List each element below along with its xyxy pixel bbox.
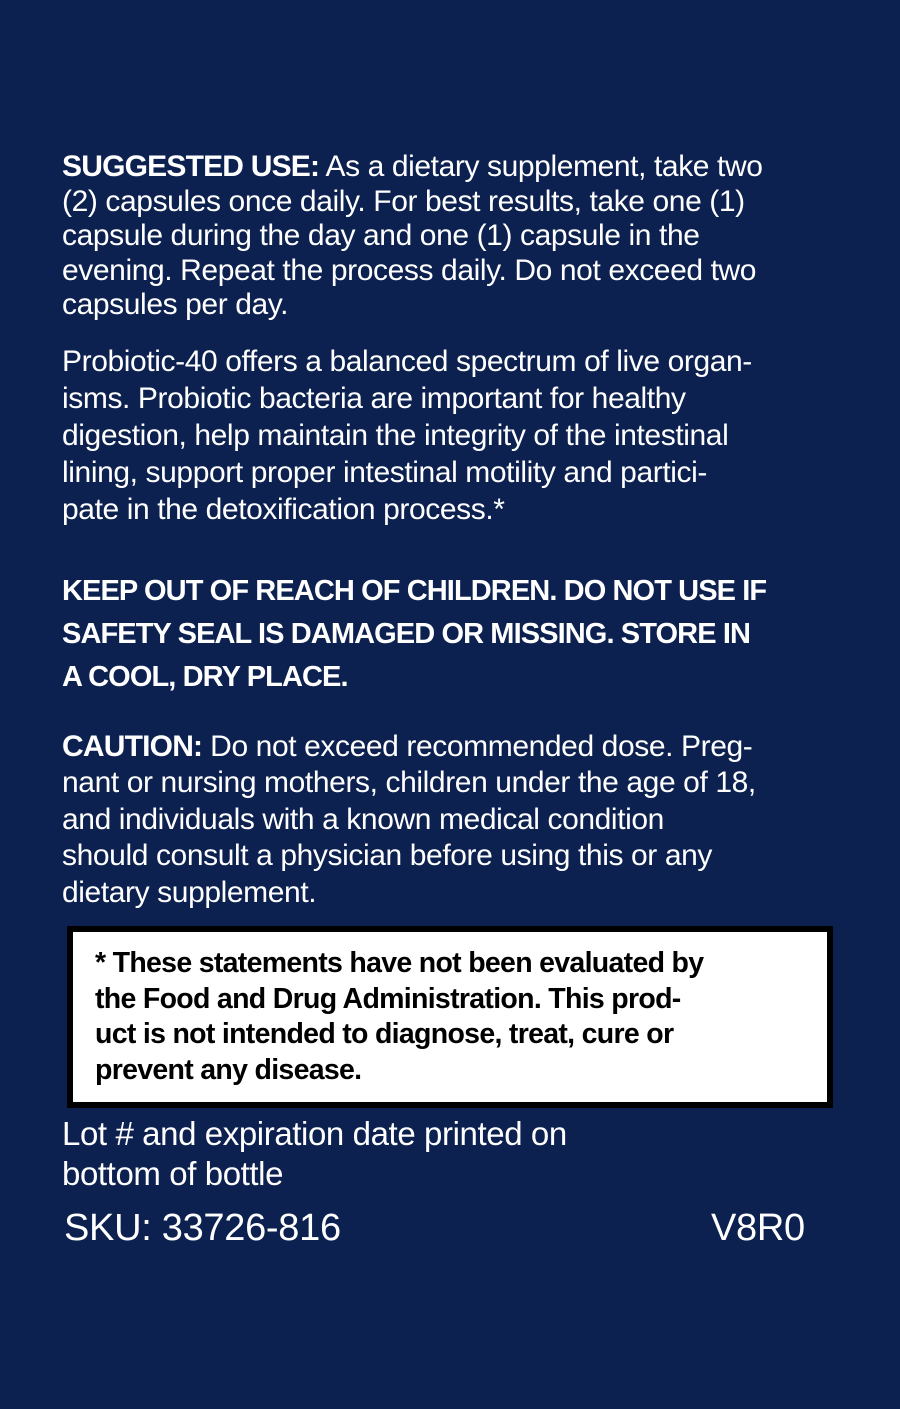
description-line: pate in the detoxification process.* [62,492,505,526]
disclaimer-line: * These statements have not been evaluated by [95,947,704,979]
label-text-block [62,150,842,937]
warning-paragraph [62,570,842,699]
fda-disclaimer-box [67,926,833,1108]
suggested-use-line: (2) capsules once daily. For best results, take one (1) [62,184,745,218]
caution-line: nant or nursing mothers, children under the age of 18, [62,766,756,799]
warning-line: SAFETY SEAL IS DAMAGED OR MISSING. STORE IN [62,617,751,650]
sku-number: SKU: 33726-816 [64,1207,341,1249]
warning-line: KEEP OUT OF REACH OF CHILDREN. DO NOT USE IF [62,574,767,607]
description-line: lining, support proper intestinal motility and partici- [62,455,707,489]
caution-line: Do not exceed recommended dose. Preg- [202,729,753,763]
version-code: V8R0 [711,1207,805,1249]
disclaimer-line: uct is not intended to diagnose, treat, cure or [95,1018,674,1050]
caution-line: and individuals with a known medical condition [62,802,664,836]
description-paragraph [62,343,842,528]
suggested-use-line: As a dietary supplement, take two [319,150,763,183]
caution-line: should consult a physician before using this or any [62,839,713,872]
suggested-use-line: capsules per day. [62,288,289,321]
suggested-use-paragraph [62,150,842,323]
caution-line: dietary supplement. [62,875,317,909]
description-line: isms. Probiotic bacteria are important for healthy [62,381,686,415]
description-line: Probiotic-40 offers a balanced spectrum of live organ- [62,344,752,378]
description-line: digestion, help maintain the integrity of the intestinal [62,418,729,452]
warning-line: A COOL, DRY PLACE. [62,660,348,693]
suggested-use-heading: SUGGESTED USE: [62,150,320,183]
lot-info-line: bottom of bottle [62,1155,284,1192]
lot-info [62,1114,567,1194]
suggested-use-line: evening. Repeat the process daily. Do not exceed two [62,253,757,287]
caution-paragraph [62,729,842,912]
caution-heading: CAUTION: [62,729,203,763]
disclaimer-line: the Food and Drug Administration. This prod- [95,982,681,1015]
lot-info-line: Lot # and expiration date printed on [62,1115,567,1152]
suggested-use-line: capsule during the day and one (1) capsule in the [62,219,700,252]
disclaimer-line: prevent any disease. [95,1053,362,1086]
